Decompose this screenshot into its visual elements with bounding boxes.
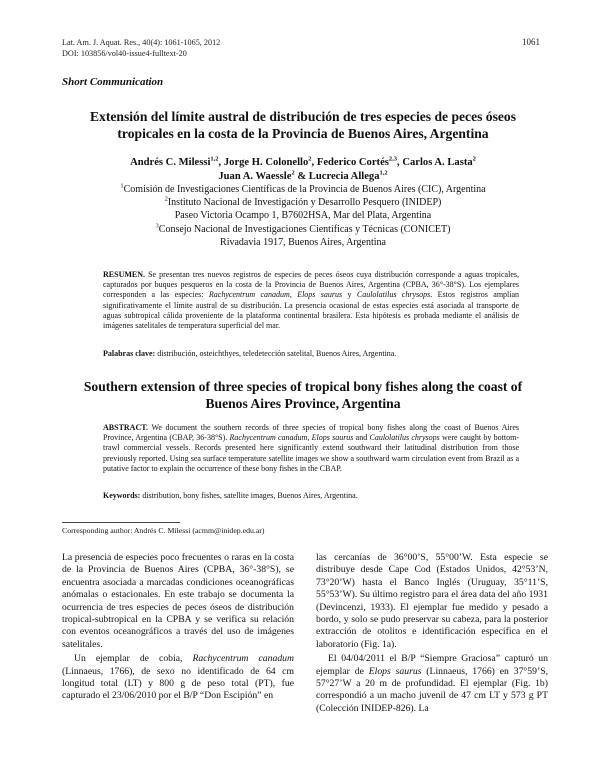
journal-citation: Lat. Am. J. Aquat. Res., 40(4): 1061-1065, 2012	[62, 38, 221, 47]
keywords: Keywords: distribution, bony fishes, satellite images, Buenos Aires, Argentina.	[103, 491, 358, 500]
author: , Carlos A. Lasta	[397, 157, 473, 168]
page-number: 1061	[522, 37, 540, 47]
keywords-label: Palabras clave:	[103, 349, 156, 358]
affiliation: $^1$Comisión de Investigaciones Científicas de la Provincia de Buenos Aires (CIC), Argentina	[120, 182, 486, 195]
resumen-label: RESUMEN.	[103, 270, 146, 279]
species-name: Rachycentrum canadum	[229, 433, 308, 443]
species-name: Elops saurus	[297, 290, 343, 300]
paragraph: La presencia de especies poco frecuentes o raras en la costa de la Provincia de Buenos Aires (CPBA, 36°-38°S), se encuentra asociada a marcadas condiciones oceanográficas anómalas o estacionales. En este trabajo se documenta la ocurrencia de tres especies de peces óseos de distribución tropical-subtropical en la CPBA y se verifica su relación con eventos oceanográficos a través del uso de imágenes satelitales.	[62, 552, 294, 650]
species-name: Elops saurus	[368, 665, 422, 677]
species-name: Caulolatilus chrysops	[369, 433, 440, 443]
doi: DOI: 103856/vol40-issue4-fulltext-20	[62, 49, 187, 58]
authors-line-2: Juan A. Waessle$^2$ & Lucrecia Allega$^{1,2}$	[218, 169, 388, 182]
species-name: Elops saurus	[311, 433, 354, 443]
body-column-left	[62, 552, 294, 703]
author: Andrés C. Milessi	[130, 157, 211, 168]
paragraph: Un ejemplar de cobia, Rachycentrum canadum (Linnaeus, 1766), de sexo no identificado de 64 cm longitud total (LT) y 800 g de peso total (PT), fue capturado el 23/06/2010 por el B/P “Don Escipión” en	[62, 653, 294, 702]
corresponding-author: Corresponding author: Andrés C. Milessi (acmm@inidep.edu.ar)	[62, 526, 265, 535]
body-column-right	[316, 552, 548, 715]
title-spanish: Extensión del límite austral de distribución de tres especies de peces óseos tropicales en la costa de la Provincia de Buenos Aires, Argentina	[89, 109, 517, 141]
affiliation-address: Paseo Victoria Ocampo 1, B7602HSA, Mar del Plata, Argentina	[174, 210, 432, 222]
abstract: ABSTRACT. We document the southern records of three species of tropical bony fishes along the coast of Buenos Aires Province, Argentina (CBAP, 36-38°S). Rachycentrum canadum, Elops saurus and Caulolatilus chrysops were caught by bottom-trawl commercial vessels. Records presented here significantly extend southward their latitudinal distribution from those previously reported. Using sea surface temperature satellite images we show a southward warm circulation event from Brazil as a putative factor to explain the occurrence of these bony fishes in the CBAP.	[103, 423, 520, 473]
affiliations	[62, 183, 544, 249]
paragraph: El 04/04/2011 el B/P “Siempre Graciosa” capturó un ejemplar de Elops saurus (Linnaeus, 1766) en 37°59’S, 57°27’W a 20 m de profundidad. El ejemplar (Fig. 1b) correspondió a un macho juvenil de 47 cm LT y 573 g PT (Colección INIDEP-826). La	[316, 653, 549, 714]
paragraph: las cercanías de 36°00’S, 55°00’W. Esta especie se distribuye desde Cape Cod (Estados Unidos, 42°53’N, 73°20’W) hasta el Banco Inglés (Uruguay, 35°11’S, 55°53’W). Su último registro para el área data del año 1931 (Devincenzi, 1933). El ejemplar fue medido y pesado a bordo, y solo se pudo preservar su cabeza, para la posterior extracción de otolitos e identificación específica en el laboratorio (Fig. 1a).	[316, 552, 548, 650]
section-label: Short Communication	[62, 76, 164, 88]
author-list	[62, 156, 544, 184]
affiliation-address: Rivadavia 1917, Buenos Aires, Argentina	[220, 236, 386, 248]
author: , Jorge H. Colonello	[218, 157, 309, 168]
affiliation: $^2$Instituto Nacional de Investigación y Desarrollo Pesquero (INIDEP)	[164, 195, 442, 209]
footnote-divider	[62, 522, 180, 523]
author: , Federico Cortés	[311, 157, 389, 168]
keywords-label: Keywords:	[103, 491, 141, 500]
abstract-label: ABSTRACT.	[103, 423, 148, 432]
affiliation: $^3$Consejo Nacional de Investigaciones Científicas y Técnicas (CONICET)	[155, 222, 451, 235]
author: Juan A. Waessle	[218, 171, 292, 182]
title-english: Southern extension of three species of tropical bony fishes along the coast of Buenos Aires Province, Argentina	[83, 379, 523, 411]
resumen: RESUMEN. Se presentan tres nuevos registros de especies de peces óseos cuya distribución corresponde a aguas tropicales, capturados por buques pesqueros en la costa de la Provincia de Buenos Aires, Argentina (CPBA, 36°-38°S). Los ejemplares corresponden a las especies: Rachycentrum canadum, Elops saurus y Caulolatilus chrysops. Estos registros amplían significativamente el límite austral de su distribución. La presencia ocasional de estas especies está asociada al transporte de aguas subtropical cálida proveniente de la plataforma continental brasilera. Esta hipótesis es probada mediante el análisis de imágenes satelitales de temperatura superficial del mar.	[103, 270, 520, 331]
species-name: Rachycentrum canadum	[192, 653, 294, 665]
authors-line-1: Andrés C. Milessi$^{1,2}$, Jorge H. Colonello$^2$, Federico Cortés$^{2,3}$, Carlos A. Lasta$^2$	[130, 155, 476, 168]
palabras-clave: Palabras clave: distribución, osteichthyes, teledetección satelital, Buenos Aires, Argentina.	[103, 349, 397, 358]
species-name: Rachycentrum canadum	[208, 290, 290, 300]
author: & Lucrecia Allega	[294, 171, 380, 182]
species-name: Caulolatilus chrysops	[356, 290, 431, 300]
running-header	[62, 37, 220, 59]
